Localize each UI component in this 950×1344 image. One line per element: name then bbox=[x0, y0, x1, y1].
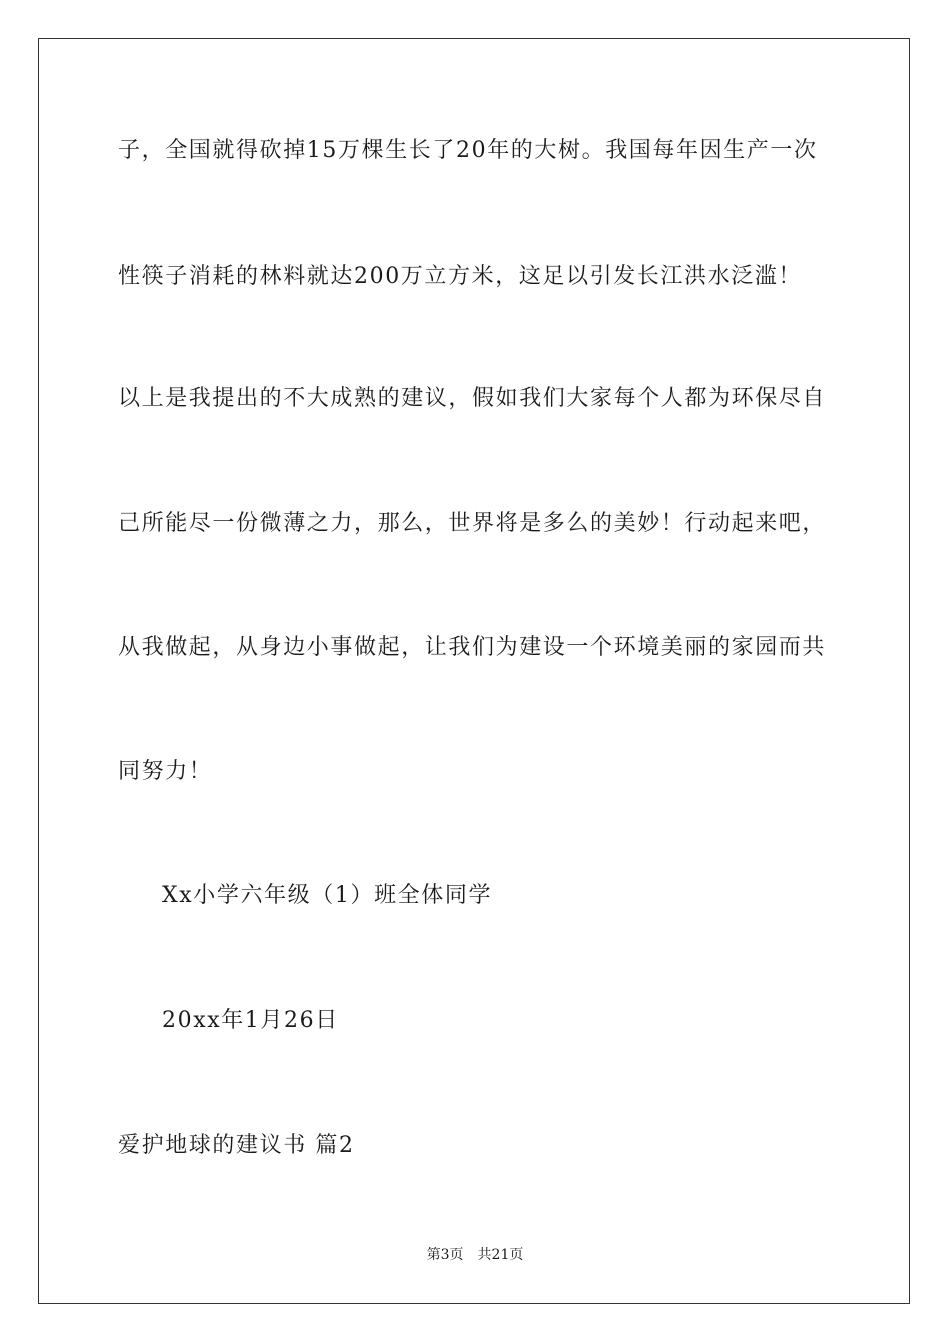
body-text-line: 以上是我提出的不大成熟的建议，假如我们大家每个人都为环保尽自 bbox=[118, 386, 827, 411]
body-text-line: 从我做起，从身边小事做起，让我们为建设一个环境美丽的家园而共 bbox=[118, 635, 827, 660]
date: 20xx年1月26日 bbox=[162, 1008, 339, 1033]
section-heading: 爱护地球的建议书 篇2 bbox=[118, 1133, 355, 1158]
page-number-footer: 第3页 共21页 bbox=[426, 1247, 524, 1263]
page-border bbox=[38, 38, 910, 1304]
signature: Xx小学六年级（1）班全体同学 bbox=[162, 883, 493, 908]
body-text-line: 同努力！ bbox=[118, 759, 213, 784]
body-text-line: 性筷子消耗的林料就达200万立方米，这足以引发长江洪水泛滥！ bbox=[118, 264, 802, 289]
body-text-line: 子，全国就得砍掉15万棵生长了20年的大树。我国每年因生产一次 bbox=[118, 138, 818, 163]
body-text-line: 己所能尽一份微薄之力，那么，世界将是多么的美妙！行动起来吧， bbox=[118, 511, 827, 536]
